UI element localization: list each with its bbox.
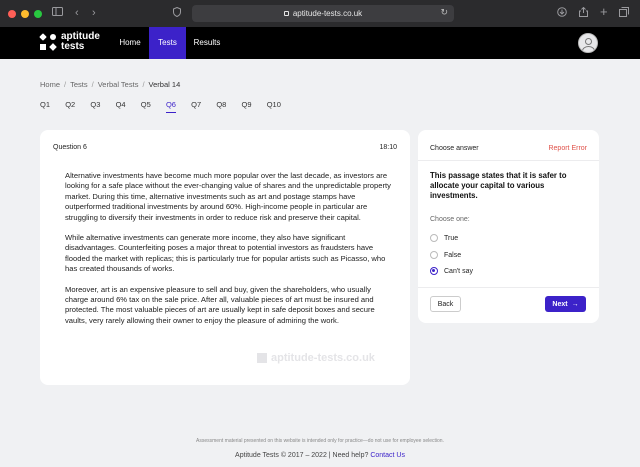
passage-paragraph: Moreover, art is an expensive pleasure to sell and buy, given the shareholders, who usually charge around 6% tax on the sale price. After all, valuable pieces of art must be insured and protected. The most valuable pieces of art are usually kept in safe deposit boxes and secure vaults, very rarely allowing their owner to enjoy the pleasure of admiring the work. — [65, 284, 375, 325]
back-arrow-icon[interactable]: ‹ — [75, 7, 79, 19]
tab-q6[interactable]: Q6 — [166, 100, 191, 114]
window-controls — [8, 10, 42, 18]
tab-q7[interactable]: Q7 — [191, 100, 202, 109]
breadcrumb-separator: / — [91, 80, 94, 89]
option-cant-say[interactable]: Can't say — [430, 267, 473, 275]
report-error-link[interactable]: Report Error — [548, 145, 587, 152]
tab-q1[interactable]: Q1 — [40, 100, 51, 109]
passage-paragraph: While alternative investments can generate more income, they also have significant disadvantages. Counterfeiting poses a major threat to potential investors as fraudsters have flooded the market with replicas; this is particularly true for popular artists such as Picasso, who has created thousands of works. — [65, 233, 386, 274]
tab-q9[interactable]: Q9 — [241, 100, 252, 109]
nav-results-link[interactable]: Results — [193, 38, 221, 47]
close-window-button[interactable] — [8, 10, 16, 18]
option-true[interactable]: True — [430, 234, 458, 242]
tab-overview-icon[interactable] — [619, 7, 629, 21]
logo[interactable] — [40, 32, 100, 52]
divider — [418, 160, 599, 161]
minimize-window-button[interactable] — [21, 10, 29, 18]
user-icon — [585, 38, 592, 45]
choose-label: Choose one: — [430, 216, 470, 223]
question-label: Question 6 — [53, 144, 87, 151]
new-tab-icon[interactable]: + — [600, 4, 608, 19]
breadcrumb-current: Verbal 14 — [148, 80, 181, 89]
reload-icon[interactable]: ↻ — [440, 7, 448, 17]
timer: 18:10 — [379, 144, 397, 151]
question-tabs — [40, 100, 292, 114]
maximize-window-button[interactable] — [34, 10, 42, 18]
breadcrumb-home[interactable]: Home — [40, 80, 61, 89]
breadcrumb-separator: / — [64, 80, 67, 89]
shield-icon[interactable] — [173, 7, 181, 21]
arrow-right-icon: → — [571, 300, 579, 308]
breadcrumb — [40, 80, 180, 89]
back-button[interactable]: Back — [430, 296, 461, 312]
browser-toolbar — [0, 0, 640, 27]
download-icon[interactable] — [557, 7, 567, 21]
breadcrumb-tests[interactable]: Tests — [70, 80, 88, 89]
tab-q2[interactable]: Q2 — [65, 100, 76, 109]
site-header — [0, 27, 640, 59]
passage-card — [40, 130, 410, 385]
tab-q3[interactable]: Q3 — [90, 100, 101, 109]
tab-q10[interactable]: Q10 — [266, 100, 281, 109]
contact-us-link[interactable]: Contact Us — [370, 452, 405, 459]
divider — [418, 287, 599, 288]
answer-heading: Choose answer — [430, 145, 479, 152]
tab-q4[interactable]: Q4 — [115, 100, 126, 109]
lock-icon — [284, 11, 289, 16]
radio-cant-say[interactable] — [430, 267, 438, 275]
watermark: aptitude-tests.co.uk — [257, 352, 375, 364]
option-false[interactable]: False — [430, 251, 461, 259]
question-statement: This passage states that it is safer to allocate your capital to various investments. — [430, 171, 567, 201]
url-text: aptitude-tests.co.uk — [292, 9, 363, 18]
tab-q8[interactable]: Q8 — [216, 100, 227, 109]
nav-tests-link[interactable]: Tests — [149, 27, 186, 59]
nav-home-link[interactable]: Home — [119, 38, 141, 47]
answer-card — [418, 130, 599, 323]
radio-false[interactable] — [430, 251, 438, 259]
copyright: Aptitude Tests © 2017 – 2022 | Need help? Contact Us — [235, 452, 405, 459]
avatar[interactable] — [578, 33, 598, 53]
radio-true[interactable] — [430, 234, 438, 242]
share-icon[interactable] — [579, 7, 588, 21]
sidebar-icon[interactable] — [52, 7, 63, 20]
breadcrumb-verbal-tests[interactable]: Verbal Tests — [97, 80, 139, 89]
passage-text — [65, 171, 395, 336]
next-button[interactable]: Next → — [545, 296, 586, 312]
logo-mark-icon — [40, 34, 56, 50]
watermark-logo-icon — [257, 353, 267, 363]
passage-paragraph: Alternative investments have become much more popular over the last decade, as investors are looking for a safe place without the ever-changing value of shares and the unpredictable property market. During this time, alternative investments such as art and postage stamps have outperformed traditional investments by around 60%. High-income people in particular are struggling to diversify their investments in order to reduce risk and preserve their capital. — [65, 171, 391, 222]
logo-text: aptitude tests — [61, 31, 100, 52]
address-bar[interactable] — [192, 5, 454, 22]
forward-arrow-icon[interactable]: › — [92, 7, 96, 19]
disclaimer: Assessment material presented on this website is intended only for practice—do not use for employee selection. — [196, 438, 444, 444]
tab-q5[interactable]: Q5 — [140, 100, 151, 109]
breadcrumb-separator: / — [142, 80, 145, 89]
